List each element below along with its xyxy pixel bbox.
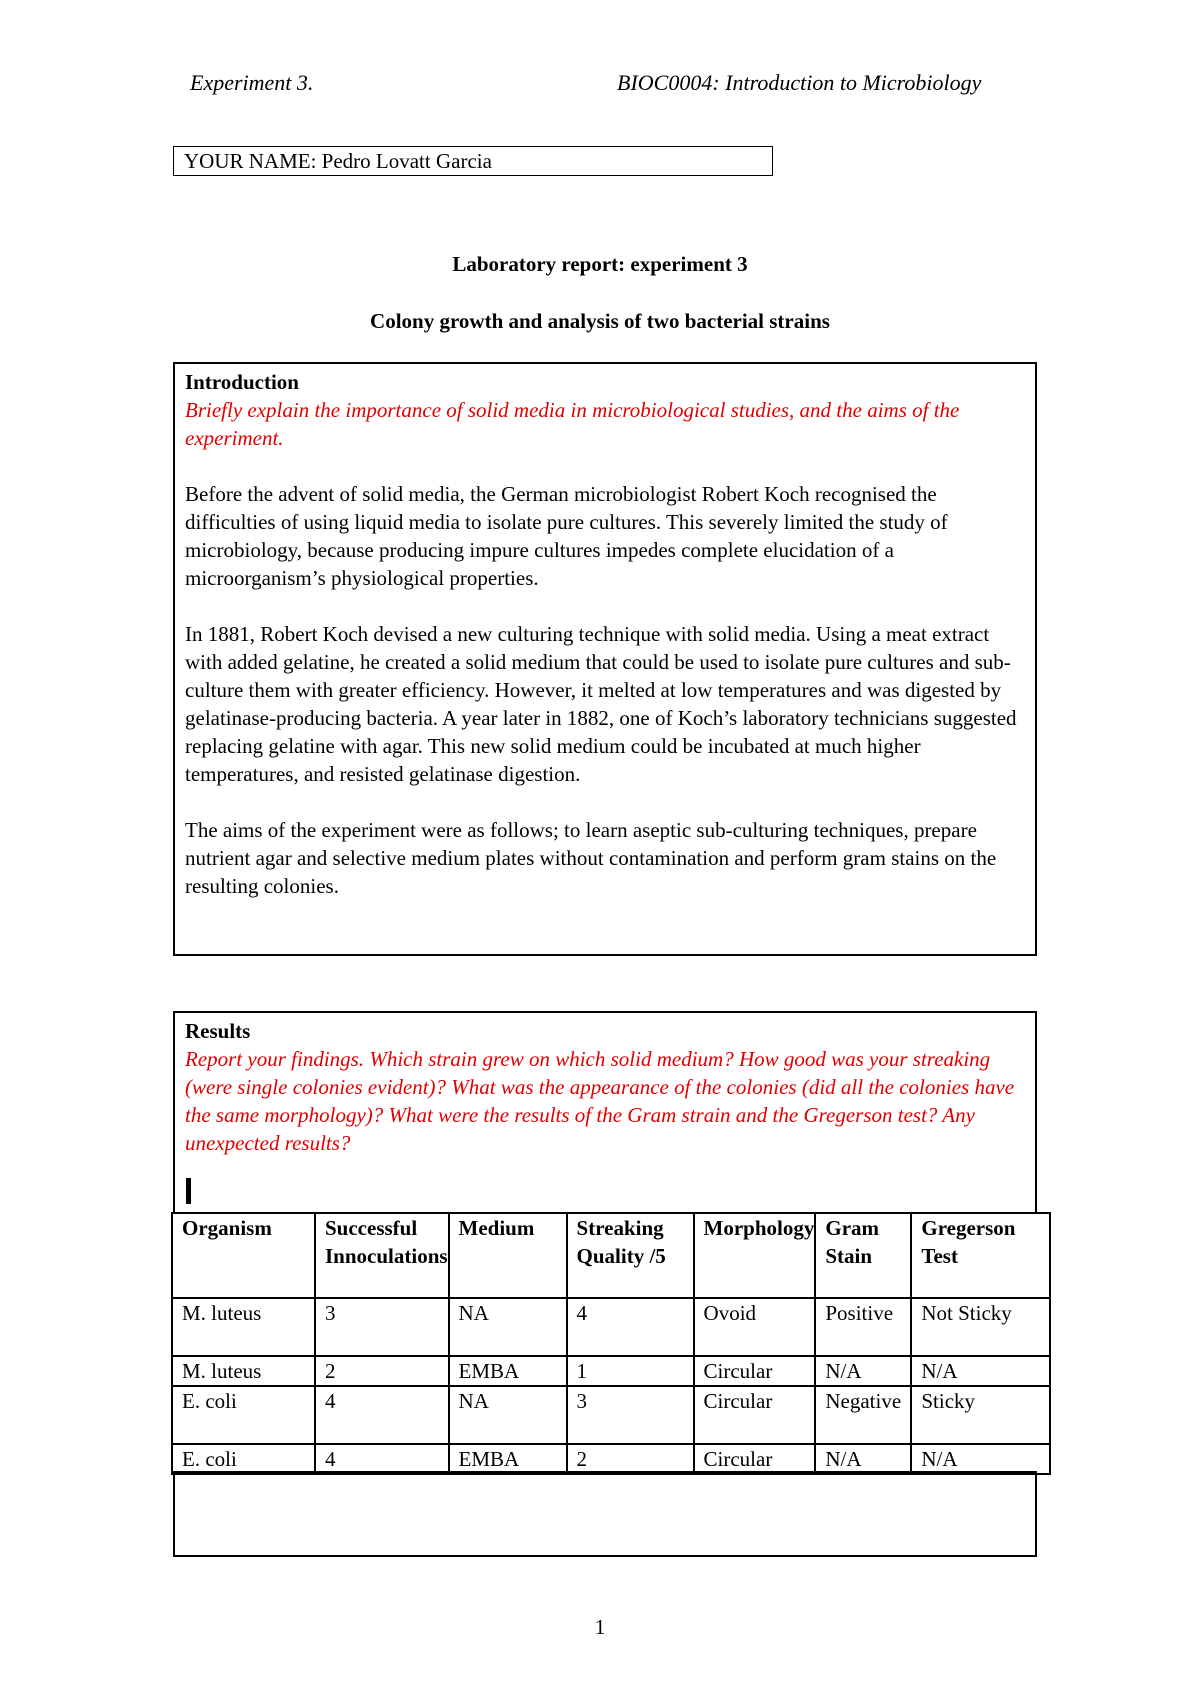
results-section[interactable]	[173, 1011, 1037, 1214]
header-morphology: Morphology	[694, 1213, 816, 1298]
cell-morphology: Circular	[694, 1386, 816, 1444]
cell-inoculations: 2	[315, 1356, 449, 1386]
header-medium: Medium	[449, 1213, 567, 1298]
header-course: BIOC0004: Introduction to Microbiology	[617, 70, 982, 95]
header-inoculations: Successful Innoculations	[315, 1213, 449, 1298]
cell-morphology: Ovoid	[694, 1298, 816, 1356]
introduction-heading: Introduction	[185, 370, 299, 394]
cell-organism: M. luteus	[172, 1298, 315, 1356]
cell-streaking: 3	[567, 1386, 694, 1444]
header-experiment: Experiment 3.	[190, 70, 314, 95]
results-table	[171, 1212, 1051, 1475]
table-row	[172, 1386, 1050, 1444]
header-organism: Organism	[172, 1213, 315, 1298]
cell-morphology: Circular	[694, 1444, 816, 1474]
header-streaking: Streaking Quality /5	[567, 1213, 694, 1298]
introduction-section[interactable]	[173, 362, 1037, 956]
introduction-prompt: Briefly explain the importance of solid media in microbiological studies, and the aims of the experiment.	[185, 398, 960, 450]
cell-inoculations: 4	[315, 1444, 449, 1474]
report-title: Laboratory report: experiment 3	[452, 252, 748, 276]
introduction-paragraph: The aims of the experiment were as follows; to learn aseptic sub-culturing techniques, prepare nutrient agar and selective medium plates without contamination and perform gram stains on the resulting colonies.	[185, 818, 997, 898]
cell-gram-stain: N/A	[815, 1356, 911, 1386]
cell-streaking: 4	[567, 1298, 694, 1356]
cell-gregerson: Not Sticky	[911, 1298, 1050, 1356]
table-row	[172, 1356, 1050, 1386]
cell-streaking: 2	[567, 1444, 694, 1474]
cell-medium: EMBA	[449, 1444, 567, 1474]
page-number: 1	[594, 1615, 606, 1639]
results-prompt: Report your findings. Which strain grew on which solid medium? How good was your streaking (were single colonies evident)? What was the appearance of the colonies (did all the colonies have the same morphology)? What were the results of the Gram strain and the Gregerson test? Any unexpected results?	[185, 1047, 1015, 1155]
text-cursor	[186, 1178, 191, 1204]
table-row	[172, 1298, 1050, 1356]
cell-morphology: Circular	[694, 1356, 816, 1386]
results-continuation-box[interactable]	[173, 1471, 1037, 1557]
cell-gram-stain: Positive	[815, 1298, 911, 1356]
cell-gregerson: N/A	[911, 1356, 1050, 1386]
table-row	[172, 1444, 1050, 1474]
header-gregerson: Gregerson Test	[911, 1213, 1050, 1298]
cell-gregerson: N/A	[911, 1444, 1050, 1474]
cell-medium: EMBA	[449, 1356, 567, 1386]
introduction-paragraph: In 1881, Robert Koch devised a new culturing technique with solid media. Using a meat extract with added gelatine, he created a solid medium that could be used to isolate pure cultures and sub-culture them with greater efficiency. However, it melted at low temperatures and was digested by gelatinase-producing bacteria. A year later in 1882, one of Koch’s laboratory technicians suggested replacing gelatine with agar. This new solid medium could be incubated at much higher temperatures, and resisted gelatinase digestion.	[185, 622, 1017, 786]
cell-streaking: 1	[567, 1356, 694, 1386]
cell-medium: NA	[449, 1386, 567, 1444]
cell-inoculations: 3	[315, 1298, 449, 1356]
introduction-paragraph: Before the advent of solid media, the German microbiologist Robert Koch recognised the difficulties of using liquid media to isolate pure cultures. This severely limited the study of microbiology, because producing impure cultures impedes complete elucidation of a microorganism’s physiological properties.	[185, 482, 948, 590]
header-gram-stain: Gram Stain	[815, 1213, 911, 1298]
cell-gram-stain: Negative	[815, 1386, 911, 1444]
cell-organism: E. coli	[172, 1444, 315, 1474]
table-header-row	[172, 1213, 1050, 1298]
results-heading: Results	[185, 1019, 251, 1043]
report-subtitle: Colony growth and analysis of two bacterial strains	[370, 309, 830, 333]
cell-gram-stain: N/A	[815, 1444, 911, 1474]
name-field[interactable]: YOUR NAME: Pedro Lovatt Garcia	[173, 146, 773, 176]
cell-inoculations: 4	[315, 1386, 449, 1444]
cell-gregerson: Sticky	[911, 1386, 1050, 1444]
cell-medium: NA	[449, 1298, 567, 1356]
cell-organism: M. luteus	[172, 1356, 315, 1386]
cell-organism: E. coli	[172, 1386, 315, 1444]
